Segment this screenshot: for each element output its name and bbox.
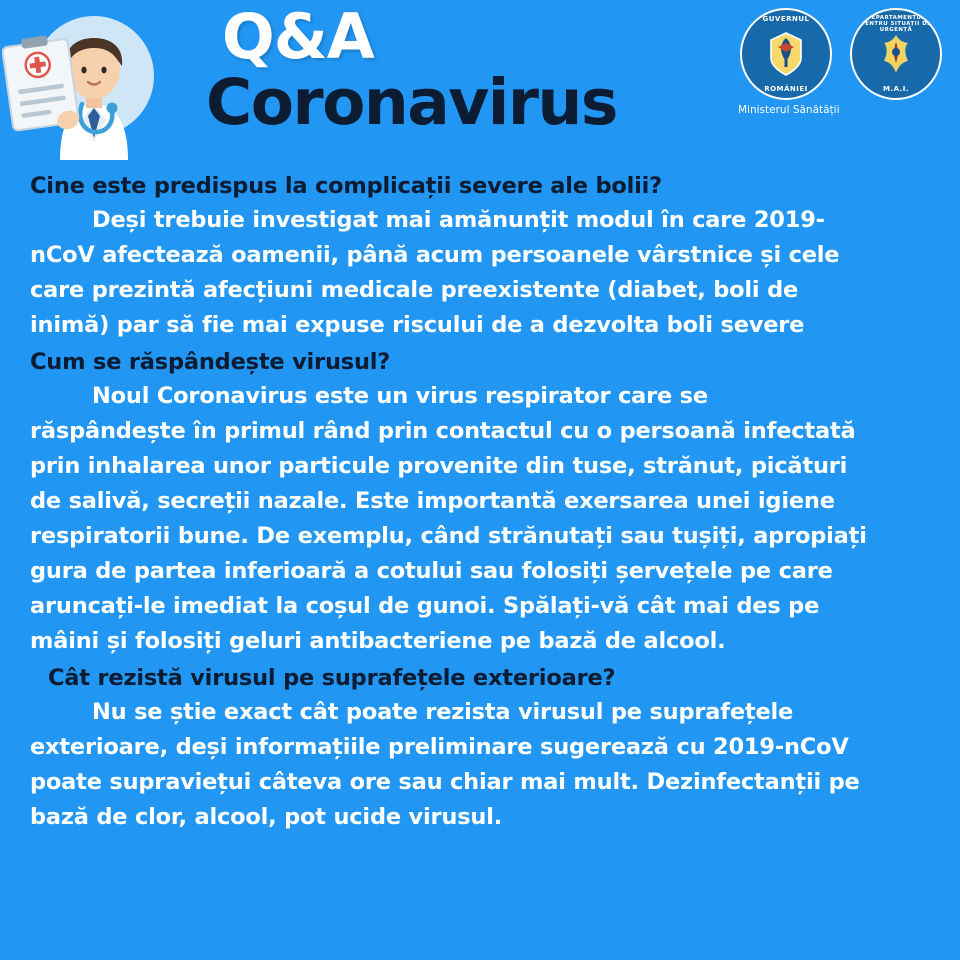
emblem-ring-bottom: M.A.I. (882, 85, 910, 93)
emblem-group (738, 8, 944, 116)
dsu-emblem-seal (850, 8, 942, 100)
question-text: Cine este predispus la complicații severe ale bolii? (30, 173, 663, 199)
qa-item (30, 171, 870, 343)
doctor-with-clipboard-illustration (2, 8, 178, 160)
qa-item (30, 663, 870, 835)
romanian-coat-of-arms-icon (765, 31, 807, 77)
emblem-ring-top: GUVERNUL (762, 15, 810, 23)
poster-header (0, 0, 960, 165)
qa-item (30, 347, 870, 659)
question-text: Cum se răspândește virusul? (30, 349, 391, 375)
guvernul-romaniei-emblem-seal (740, 8, 832, 100)
question-text: Cât rezistă virusul pe suprafețele exterioare? (48, 665, 616, 691)
qa-content (0, 165, 900, 835)
answer-text: Deși trebuie investigat mai amănunțit modul în care 2019-nCoV afectează oamenii, până acum persoanele vârstnice și cele care prezintă afecțiuni medicale preexistente (diabet, boli de inimă) par să fie mai expuse riscului de a dezvolta boli severe (30, 207, 840, 338)
emblem-ring-bottom: ROMÂNIEI (764, 85, 808, 93)
answer-text: Noul Coronavirus este un virus respirator care se răspândește în primul rând prin contactul cu o persoană infectată prin inhalarea unor particule provenite din tuse, strănut, picături de salivă, secreții nazale. Este importantă exersarea unei igiene respiratorii bune. De exemplu, când strănutați sau tușiți, apropiați gura de partea inferioară a cotului sau folosiți șervețele pe care aruncați-le imediat la coșul de gunoi. Spălați-vă cât mai des pe mâini și folosiți geluri antibacteriene pe bază de alcool. (30, 383, 867, 654)
title-qa: Q&A (222, 0, 374, 73)
emblem-ring-top: DEPARTAMENTUL PENTRU SITUAȚII DE URGENȚĂ (860, 15, 932, 33)
guvernul-romaniei-emblem (738, 8, 840, 116)
poster-title (206, 0, 716, 139)
title-coronavirus: Coronavirus (206, 66, 617, 139)
emblem-caption-ministry: Ministerul Sănătății (738, 104, 840, 116)
eagle-emblem-icon (875, 31, 917, 77)
departamentul-pentru-situatii-de-urgenta-emblem (848, 8, 944, 104)
answer-text: Nu se știe exact cât poate rezista virusul pe suprafețele exterioare, deși informațiile preliminare sugerează cu 2019-nCoV poate supraviețui câteva ore sau chiar mai mult. Dezinfectanții pe bază de clor, alcool, pot ucide virusul. (30, 699, 860, 830)
